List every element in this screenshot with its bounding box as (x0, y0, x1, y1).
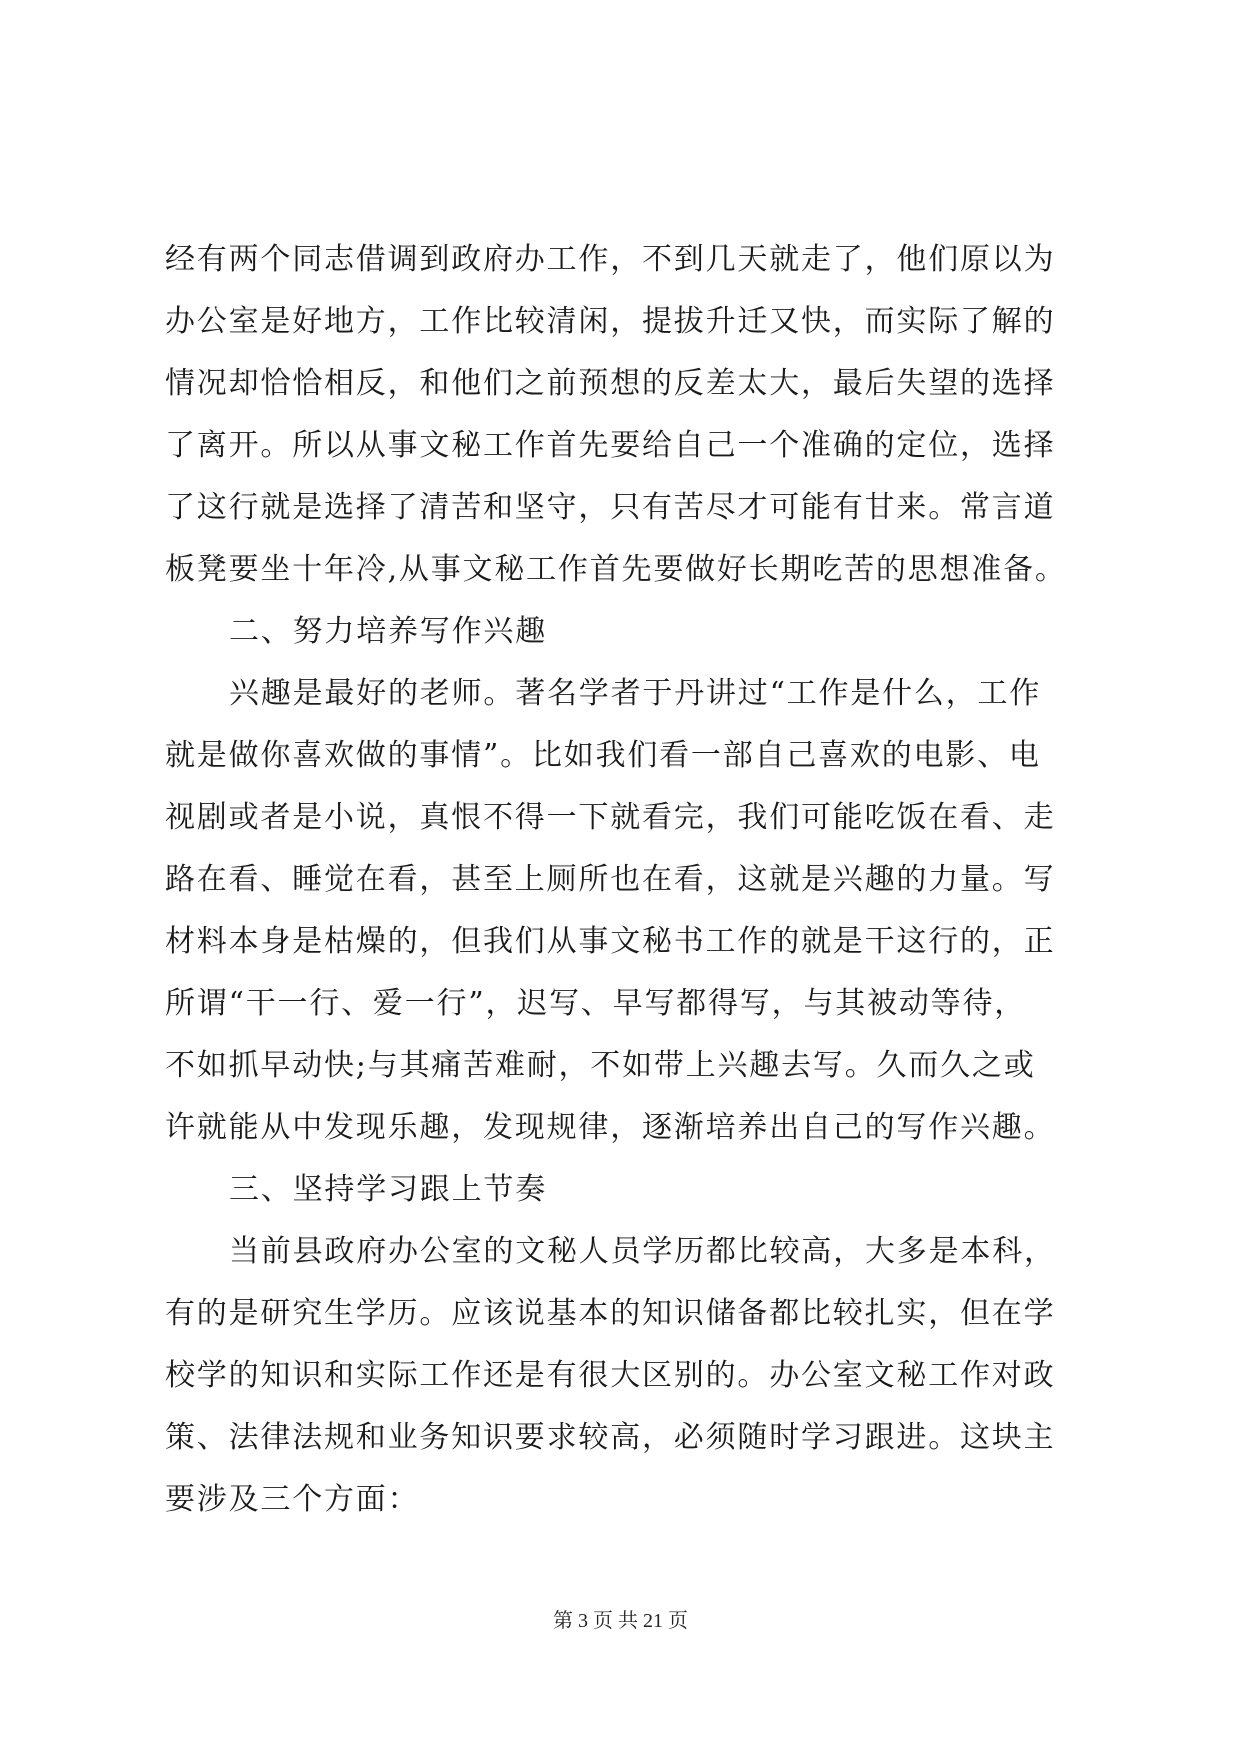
section-heading: 三、坚持学习跟上节奏 (229, 1172, 547, 1207)
paragraph-first-line: 当前县政府办公室的文秘人员学历都比较高，大多是本科， (229, 1234, 1056, 1269)
text-line: 有的是研究生学历。应该说基本的知识储备都比较扎实，但在学 (165, 1296, 1056, 1331)
paragraph-first-line: 兴趣是最好的老师。著名学者于丹讲过“工作是什么，工作 (229, 676, 1042, 711)
text-line: 策、法律法规和业务知识要求较高，必须随时学习跟进。这块主 (165, 1420, 1056, 1455)
page-number-footer: 第 3 页 共 21 页 (553, 1610, 688, 1632)
section-heading: 二、努力培养写作兴趣 (229, 614, 547, 649)
text-line: 所谓“干一行、爱一行”，迟写、早写都得写，与其被动等待， (165, 986, 1027, 1021)
text-line: 办公室是好地方，工作比较清闲，提拔升迁又快，而实际了解的 (165, 304, 1056, 339)
text-line: 情况却恰恰相反，和他们之前预想的反差太大，最后失望的选择 (165, 366, 1056, 401)
text-line: 路在看、睡觉在看，甚至上厕所也在看，这就是兴趣的力量。写 (165, 862, 1056, 897)
text-line: 视剧或者是小说，真恨不得一下就看完，我们可能吃饭在看、走 (165, 800, 1056, 835)
text-line: 不如抓早动快;与其痛苦难耐，不如带上兴趣去写。久而久之或 (165, 1048, 1036, 1083)
text-line: 许就能从中发现乐趣，发现规律，逐渐培养出自己的写作兴趣。 (165, 1110, 1056, 1145)
text-line: 材料本身是枯燥的，但我们从事文秘书工作的就是干这行的，正 (165, 924, 1056, 959)
text-line: 板凳要坐十年冷,从事文秘工作首先要做好长期吃苦的思想准备。 (165, 552, 1067, 587)
text-line: 了离开。所以从事文秘工作首先要给自己一个准确的定位，选择 (165, 428, 1056, 463)
text-line: 就是做你喜欢做的事情”。比如我们看一部自己喜欢的电影、电 (165, 738, 1041, 773)
document-body (165, 229, 1085, 1531)
text-line: 校学的知识和实际工作还是有很大区别的。办公室文秘工作对政 (165, 1358, 1056, 1393)
text-line: 要涉及三个方面： (165, 1482, 420, 1517)
text-line: 了这行就是选择了清苦和坚守，只有苦尽才可能有甘来。常言道 (165, 490, 1056, 525)
text-line: 经有两个同志借调到政府办工作，不到几天就走了，他们原以为 (165, 242, 1056, 277)
